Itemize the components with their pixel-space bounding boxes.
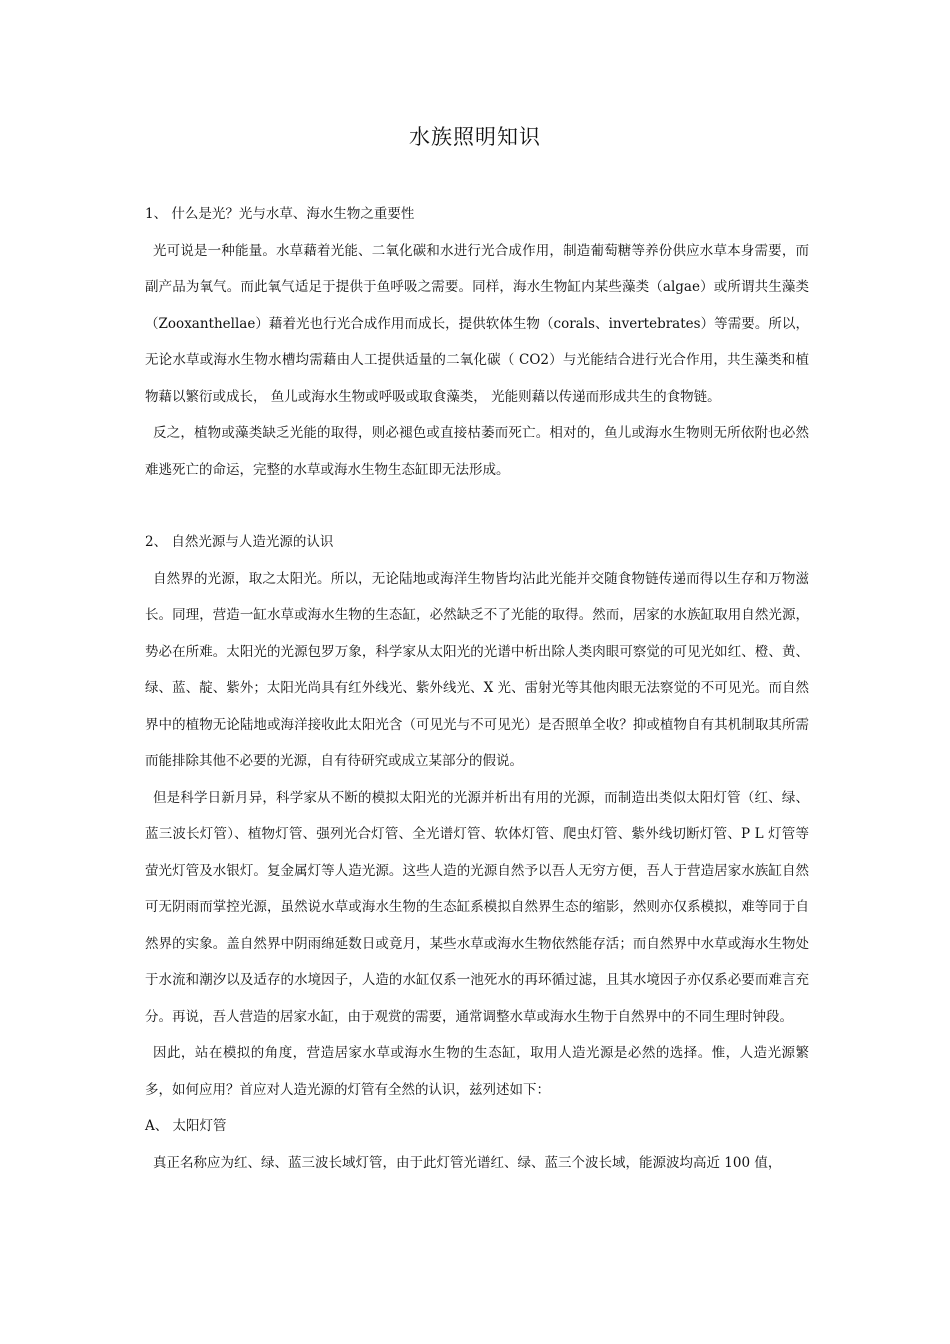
section-2-paragraph-2: 但是科学日新月异，科学家从不断的模拟太阳光的光源并析出有用的光源，而制造出类似太阳灯管（红、绿、蓝三波长灯管）、植物灯管、强列光合灯管、全光谱灯管、软体灯管、爬虫灯管、紫外线切断灯管、P L 灯管等萤光灯管及水银灯。复金属灯等人造光源。这些人造的光源自然予以吾人无穷方便，吾人于营造居家水族缸自然可无阴雨而掌控光源，虽然说水草或海水生物的生态缸系模拟自然界生态的缩影，然则亦仅系模拟，难等同于自然界的实象。盖自然界中阴雨绵延数日或竟月，某些水草或海水生物依然能存活；而自然界中水草或海水生物处于水流和潮汐以及适存的水境因子，人造的水缸仅系一池死水的再环循过滤，且其水境因子亦仅系必要而难言充分。再说，吾人营造的居家水缸，由于观赏的需要，通常调整水草或海水生物于自然界中的不同生理时钟段。	[145, 789, 809, 1025]
section-2-heading: 2、 自然光源与人造光源的认识	[145, 534, 334, 550]
section-2-paragraph-1: 自然界的光源，取之太阳光。所以，无论陆地或海洋生物皆均沾此光能并交随食物链传递而得以生存和万物滋长。同理，营造一缸水草或海水生物的生态缸，必然缺乏不了光能的取得。然而，居家的水族缸取用自然光源，势必在所难。太阳光的光源包罗万象，科学家从太阳光的光谱中析出除人类肉眼可察觉的可见光如红、橙、黄、绿、蓝、靛、紫外；太阳光尚具有红外线光、紫外线光、X 光、雷射光等其他肉眼无法察觉的不可见光。而自然界中的植物无论陆地或海洋接收此太阳光含（可见光与不可见光）是否照单全收？抑或植物自有其机制取其所需而能排除其他不必要的光源，自有待研究或成立某部分的假说。	[145, 570, 809, 769]
section-1-heading: 1、 什么是光？光与水草、海水生物之重要性	[145, 206, 415, 222]
section-2-subheading-a: A、 太阳灯管	[145, 1118, 227, 1134]
section-1-paragraph-2: 反之，植物或藻类缺乏光能的取得，则必褪色或直接枯萎而死亡。相对的，鱼儿或海水生物则无所依附也必然难逃死亡的命运，完整的水草或海水生物生态缸即无法形成。	[145, 425, 809, 478]
document-body	[145, 196, 809, 1181]
section-1-paragraph-1: 光可说是一种能量。水草藉着光能、二氧化碳和水进行光合成作用，制造葡萄糖等养份供应水草本身需要，而副产品为氧气。而此氧气适足于提供于鱼呼吸之需要。同样，海水生物缸内某些藻类（algae）或所谓共生藻类（Zooxanthellae）藉着光也行光合成作用而成长，提供软体生物（corals、invertebrates）等需要。所以，无论水草或海水生物水槽均需藉由人工提供适量的二氧化碳（ CO2）与光能结合进行光合作用，共生藻类和植物藉以繁衍或成长， 鱼儿或海水生物或呼吸或取食藻类， 光能则藉以传递而形成共生的食物链。	[145, 242, 809, 405]
section-2-paragraph-3: 因此，站在模拟的角度，营造居家水草或海水生物的生态缸，取用人造光源是必然的选择。惟，人造光源繁多，如何应用？首应对人造光源的灯管有全然的认识，兹列述如下：	[145, 1045, 809, 1098]
document-title: 水族照明知识	[409, 125, 541, 149]
section-2-paragraph-4: 真正名称应为红、绿、蓝三波长域灯管，由于此灯管光谱红、绿、蓝三个波长域，能源波均高近 100 值，	[153, 1154, 782, 1171]
